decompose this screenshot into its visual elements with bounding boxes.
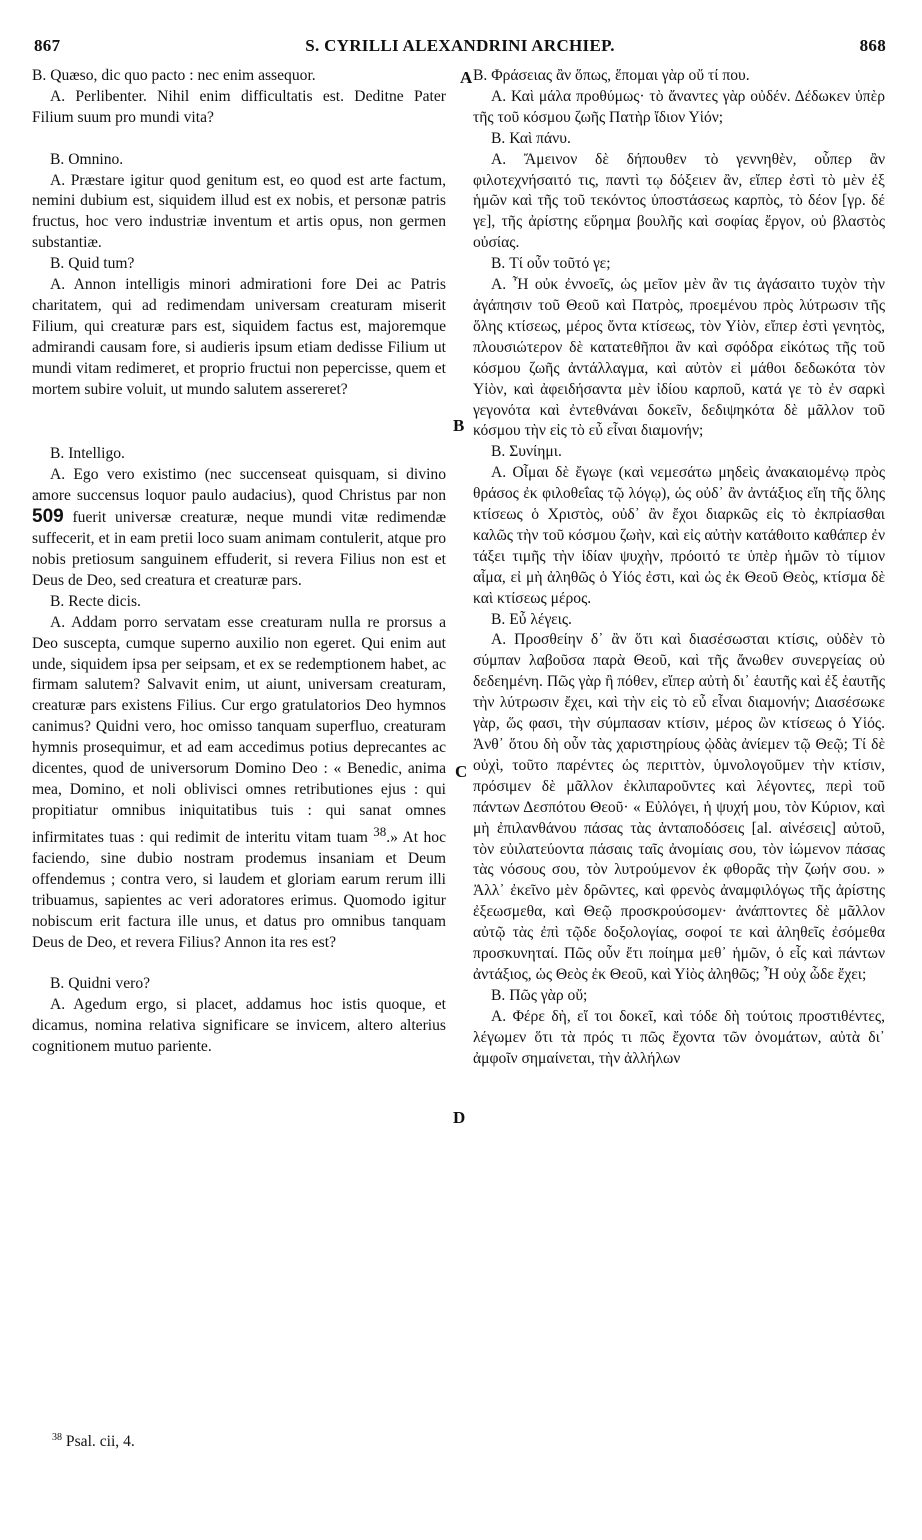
page-number-right: 868: [859, 36, 886, 55]
margin-letter-c: C: [455, 762, 468, 781]
margin-letter-a: A: [460, 68, 473, 87]
footnote-number: 38: [52, 1432, 62, 1443]
latin-paragraph: B. Intelligo.: [50, 445, 125, 463]
greek-paragraph: B. Καὶ πάνυ.: [491, 129, 571, 147]
running-header: [34, 36, 886, 60]
latin-paragraph: A. Perlibenter. Nihil enim difficultatis est. Deditne Pater Filium suum pro mundi vita?: [32, 87, 446, 126]
margin-letter-d: D: [453, 1108, 466, 1127]
latin-paragraph: B. Omnino.: [50, 150, 124, 168]
greek-paragraph: B. Συνίημι.: [491, 443, 562, 461]
latin-text: A. Ego vero existimo (nec succenseat quisquam, si divino amore succensus loquor paulo audacius), quod Christus par non: [32, 466, 446, 505]
footnote: [52, 1432, 135, 1451]
greek-paragraph: A. Προσθείην δ᾽ ἂν ὅτι καὶ διασέσωσται κτίσις, οὐδὲν τὸ σύμπαν λαβοῦσα παρὰ Θεοῦ, καὶ τῆς ἄνωθεν συνεργείας οὐ δεδεημένη. Πῶς γὰρ ἢ πόθεν, εἴπερ αὐτὴ δι᾽ ἑαυτῆς καὶ ἐξ ἑαυτῆς τὴν λύτρωσιν ἔχει, καὶ τὴν εἰς τὸ εὖ εἶναι διαμονήν; Διασέσωκε γὰρ, ὥς φασι, τὴν σύμπασαν κτίσιν, μέρος ὢν κτίσεως ὁ Υἱός. Ἀνθ᾽ ὅτου δὴ οὖν τὰς χαριστηρίους ᾠδὰς ἀνίεμεν τῷ Θεῷ; Τί δὲ οὐχὶ, τοῦτο παρέντες ὡς περιττὸν, ὑμνολογοῦμεν τὴν κτίσιν, πρόσιμεν δὲ μᾶλλον ἐκλιπαροῦντες καὶ λέγοντες, περὶ τοῦ πάντων Δεσπότου Θεοῦ· « Εὐλόγει, ἡ ψυχή μου, τὸν Κύριον, καὶ μὴ ἐπιλανθάνου πάσας τὰς ἀνταποδόσεις [al. αἰνέσεις] αὐτοῦ, τὸν εὐιλατεύοντα πάσαις ταῖς ἀνομίαις σου, τὸν ἰώμενον πάσας τὰς νόσους σου, τὸν λυτρούμενον ἐκ φθορᾶς τὴν ζωήν σου. » Ἀλλ᾽ ἐκεῖνο μὲν δρῶντες, καὶ φρενὸς ἀναμφιλόγως τῆς ἀρίστης ἐξεωσμεθα, καὶ Θεῷ προσκρούσομεν· ἀνάπτοντες δὲ μᾶλλον αὐτῷ τὰς ἐπὶ τῷδε δοξολογίας, σοφοί τε καὶ ἀληθεῖς ἐσόμεθα προσκυνηταί. Πῶς οὖν ἔτι ποίημα μεθ᾽ ἡμῶν, ὁ εἷς καὶ πάντων ἀντάξιος, ὡς Θεὸς ἐκ Θεοῦ, καὶ Υἱὸς ἀληθῶς; Ἦ οὐχ ὧδε ἔχει;: [473, 631, 885, 983]
greek-paragraph: A. Καὶ μάλα προθύμως· τὸ ἄναντες γὰρ οὐδέν. Δέδωκεν ὑπὲρ τῆς τοῦ κόσμου ζωῆς Πατὴρ ἴδιον Υἱόν;: [473, 87, 885, 126]
latin-paragraph: B. Quid tum?: [50, 255, 135, 273]
running-title: S. CYRILLI ALEXANDRINI ARCHIEP.: [305, 36, 615, 55]
latin-paragraph: A. Agedum ergo, si placet, addamus hoc istis quoque, et dicamus, nomina relativa significare se invicem, altero alterius cognitionem mutuo pariente.: [32, 996, 446, 1056]
latin-paragraph: A. Præstare igitur quod genitum est, eo quod est arte factum, nemini dubium est, siquidem illud est ex nobis, et personæ patris fructus, hoc vero industriæ inventum et artis opus, non germen substantiæ.: [32, 171, 446, 252]
greek-paragraph: A. Ἄμεινον δὲ δήπουθεν τὸ γεννηθὲν, οὗπερ ἂν φιλοτεχνήσαιτό τις, παντὶ τῳ δόξειεν ἂν, εἴπερ ἐστὶ τὸ μὲν ἐξ ἡμῶν καὶ τῆς τοῦ τεκόντος ὑποστάσεως καρπὸς, τὸ δέον [γρ. δέ γε], τῆς ἀρίστης εὕρημα βουλῆς καὶ σοφίας ἔργον, οὐ βλαστὸς οὐσίας.: [473, 150, 885, 252]
margin-letter-b: B: [453, 416, 465, 435]
latin-paragraph: [32, 465, 446, 591]
latin-text: A. Addam porro servatam esse creaturam nulla re prorsus a Deo suscepta, cumque superno auxilio non egeret. Qui enim aut unde, siquidem ipsa per seipsam, et ex se redemptionem habet, ac firmam salutem? Salvavit enim, ut aiunt, universam creaturam, creaturæ pars existens Filius. Cur ergo gratulatorios Deo hymnos canimus? Quidni vero, hoc omisso tanquam superfluo, creaturam hymnis prosequimur, et ad eam accedimus potius deprecantes ac dicentes, quod de universorum Domino Deo : « Benedic, anima mea, Domino, et noli oblivisci omnes retributiones ejus : qui propitiatur omnibus iniquitatibus tuis : qui sanat omnes infirmitates tuas : qui redimit de interitu vitam tuam: [32, 613, 446, 846]
latin-paragraph: A. Annon intelligis minori admirationi fore Dei ac Patris charitatem, qui ad redimendam universam creaturam miserit Filium, qui creaturæ pars est, siquidem factus est, majoremque admirandi causam fore, si audieris ipsum etiam dedisse Filium ut mundi vitam redimeret, et proprio fructui non pepercisse, quem et mortem subire voluit, ut mundo salutem assereret?: [32, 276, 446, 398]
greek-paragraph: B. Τί οὖν τοῦτό γε;: [491, 255, 611, 273]
latin-paragraph: [32, 613, 446, 954]
greek-column: [473, 66, 885, 1070]
greek-paragraph: B. Πῶς γὰρ οὔ;: [491, 986, 588, 1004]
latin-column: [32, 66, 446, 1058]
latin-text: .» At hoc faciendo, sine dubio nostram prodemus insaniam et Deum offendemus ; contra vero, si laudem et gloriam earum rerum illi tribuamus, sapientes ac veri adoratores erimus. Quomodo igitur nobiscum erit factura ille unus, et datus pro omnibus tanquam Deus de Deo, et revera Filius? Annon ita res est?: [32, 828, 446, 951]
greek-paragraph: A. Οἶμαι δὲ ἔγωγε (καὶ νεμεσάτω μηδεὶς ἀνακαιομένῳ πρὸς θράσος ἐκ φιλοθεΐας τῷ λόγῳ), ὡς οὐδ᾽ ἂν ἀντάξιος εἴη τῆς ὅλης κτίσεως ὁ Χριστὸς, οὐδ᾽ ἂν ἔχοι διαρκῶς εἰς τὸ ἐκπρίασθαι καλῶς τὴν τοῦ κόσμου ζωὴν, καὶ εἰς αὐτὴν κατάθοιτο καθάπερ ἐν τάξει τιμῆς τὴν ἰδίαν ψυχὴν, πρόοιτό τε ὑπὲρ ἡμῶν τὸ τίμιον αἷμα, εἰ μὴ ἀληθῶς ὁ Υἱός ἐστι, καὶ ὡς ἐκ Θεοῦ Θεὸς, κτίσμα δὲ καὶ κτίσεως μέρος.: [473, 464, 885, 607]
column-number: 509: [32, 506, 64, 528]
page-number-left: 867: [34, 36, 61, 55]
latin-paragraph: B. Recte dicis.: [50, 592, 141, 610]
greek-paragraph: A. Φέρε δὴ, εἴ τοι δοκεῖ, καὶ τόδε δὴ τούτοις προστιθέντες, λέγωμεν ὅτι τὰ πρός τι πῶς ἔχοντα τῶν ὀνομάτων, αὐτὰ δι᾽ ἀμφοῖν σημαίνεται, τὴν ἀλλήλων: [473, 1007, 885, 1067]
greek-paragraph: B. Φράσειας ἂν ὅπως, ἕπομαι γὰρ οὔ τί που.: [473, 67, 750, 84]
greek-paragraph: A. Ἦ οὐκ ἐννοεῖς, ὡς μεῖον μὲν ἂν τις ἀγάσαιτο τυχὸν τὴν ἀγάπησιν τοῦ Θεοῦ καὶ Πατρὸς, προεμένου πρὸς λύτρωσιν τῆς ὅλης κτίσεως, μέρος ὄντα κτίσεως, τὸν Υἱὸν, εἴπερ ἐστὶ γενητὸς, πλουσιώτερον δὲ κατατεθῆποι ἂν καὶ σφόδρα εἰκότως τῆς τοῦ κόσμου ζωῆς ἀντάλλαγμα, καὶ αὐτὸν εἰ μάθοι δεδωκότα τὸν Υἱὸν, καὶ ἀφειδήσαντα μὲν ἰδίου καρποῦ, κατά γε τὸ ἐν σαρκὶ γεγονότα καὶ ἐντεθνάναι δοκεῖν, δεδιψηκότα δὲ μᾶλλον τοῦ κόσμου τὴν εἰς τὸ εὖ εἶναι διαμονήν;: [473, 276, 885, 440]
latin-text: fuerit universæ creaturæ, neque mundi vitæ redimendæ suffecerit, et in eam pretii loco suam animam contulerit, atque pro nobis pretiosum sanguinem effuderit, si revera Filius non est et Deus de Deo, sed creatura et creaturæ pars.: [32, 509, 447, 589]
greek-paragraph: B. Εὖ λέγεις.: [491, 610, 572, 628]
footnote-text: Psal. cii, 4.: [65, 1433, 135, 1451]
footnote-reference[interactable]: 38: [373, 823, 387, 839]
latin-paragraph: B. Quidni vero?: [50, 975, 151, 993]
latin-paragraph: B. Quæso, dic quo pacto : nec enim assequor.: [32, 67, 316, 84]
